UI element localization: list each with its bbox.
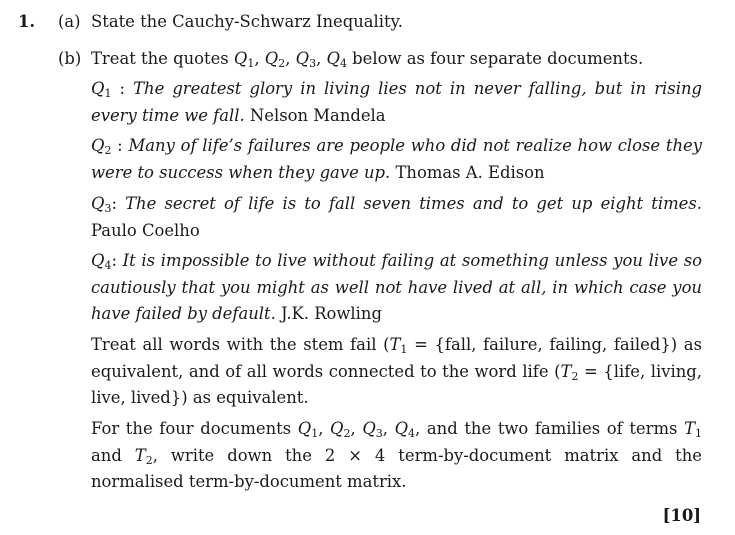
quote-2-symbol: Q: [91, 136, 105, 155]
quote-2-author: Thomas A. Edison: [390, 162, 545, 182]
task-paragraph: For the four documents $Q_1$, $Q_2$, $Q_3$, $Q_4$, and the two families of terms $T_1$ and $T_2$, write down the 2 × 4 term-by-document matrix and the normalised term-by-document matrix.: [91, 419, 702, 491]
part-b-intro: Treat the quotes $Q_1$, $Q_2$, $Q_3$, $Q_4$ below as four separate documents.: [91, 49, 644, 70]
quote-3: $Q_3$: The secret of life is to fall seven times and to get up eight times. Paulo Coelho: [91, 194, 702, 240]
quote-1-symbol: Q: [91, 79, 105, 98]
quote-3-author: Paulo Coelho: [91, 220, 200, 240]
quote-2-text: Many of life’s failures are people who did not realize how close they were to success when they gave up.: [91, 136, 702, 182]
quote-4-author: J.K. Rowling: [275, 304, 382, 323]
marks: [10]: [662, 506, 701, 525]
question-number: 1.: [18, 12, 36, 31]
part-b-label: (b): [58, 49, 82, 68]
quote-1-text: The greatest glory in living lies not in never falling, but in rising every time we fall.: [91, 79, 702, 125]
quote-1-author: Nelson Mandela: [244, 105, 386, 125]
part-a-text: State the Cauchy-Schwarz Inequality.: [91, 12, 403, 31]
term-equivalence-paragraph: Treat all words with the stem fail ($T_1$ = {fall, failure, failing, failed}) as equivalent, and of all words connected to the word life ($T_2$ = {life, living, live, lived}) as equivalent.: [91, 335, 702, 407]
quote-4-symbol: Q: [91, 251, 105, 270]
quote-3-symbol: Q: [91, 194, 105, 213]
part-a-label: (a): [58, 12, 81, 31]
quote-1: $Q_1$ : The greatest glory in living lies not in never falling, but in rising every time we fall. Nelson Mandela: [91, 79, 702, 125]
quote-3-text: The secret of life is to fall seven times and to get up eight times.: [125, 194, 702, 213]
quote-2: $Q_2$ : Many of life’s failures are people who did not realize how close they were to success when they gave up. Thomas A. Edison: [91, 136, 702, 182]
quote-4: $Q_4$: It is impossible to live without failing at something unless you live so cautiously that you might as well not have lived at all, in which case you have failed by default. J.K. Rowling: [91, 251, 703, 323]
quote-4-text: It is impossible to live without failing at something unless you live so cautiously that you might as well not have lived at all, in which case you have failed by default.: [91, 251, 703, 323]
